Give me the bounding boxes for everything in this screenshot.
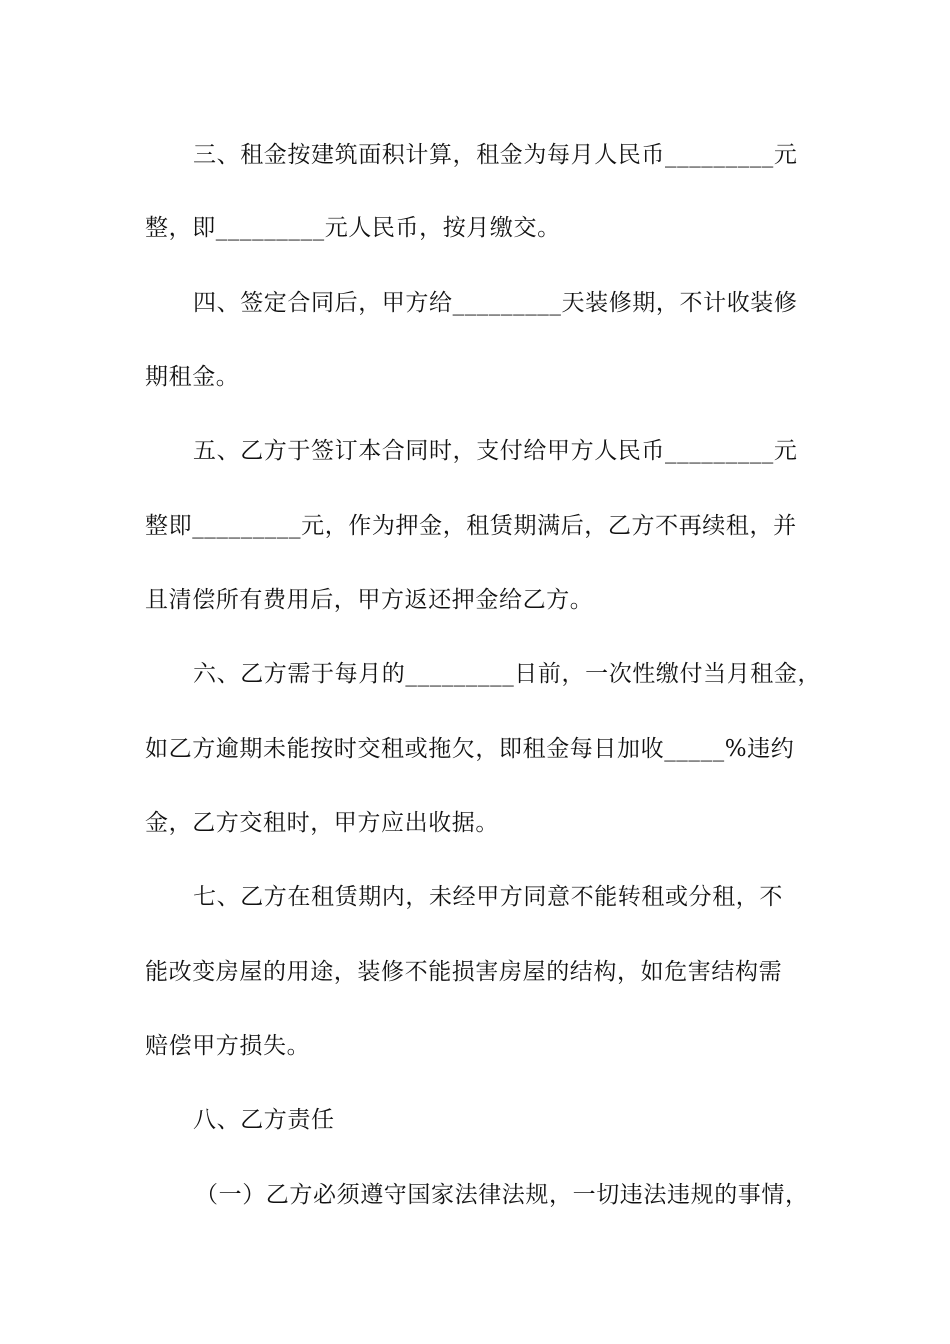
clause-4-line-1: 四、签定合同后，甲方给_________天装修期，不计收装修: [193, 290, 798, 316]
clause-6-line-2: 如乙方逾期未能按时交租或拖欠，即租金每日加收_____%违约: [145, 736, 795, 762]
clause-8-heading: 八、乙方责任: [193, 1107, 335, 1133]
clause-6-line-1: 六、乙方需于每月的_________日前，一次性缴付当月租金，: [193, 661, 822, 687]
clause-7-line-3: 赔偿甲方损失。: [145, 1033, 311, 1059]
clause-7-line-1: 七、乙方在租赁期内，未经甲方同意不能转租或分租，不: [193, 884, 783, 910]
clause-3-line-2: 整，即_________元人民币，按月缴交。: [145, 215, 561, 241]
clause-3-line-1: 三、租金按建筑面积计算，租金为每月人民币_________元: [193, 142, 798, 168]
clause-5-line-3: 且清偿所有费用后，甲方返还押金给乙方。: [145, 587, 594, 613]
clause-6-line-3: 金，乙方交租时，甲方应出收据。: [145, 810, 499, 836]
clause-5-line-1: 五、乙方于签订本合同时，支付给甲方人民币_________元: [193, 438, 798, 464]
clause-7-line-2: 能改变房屋的用途，装修不能损害房屋的结构，如危害结构需: [145, 959, 783, 985]
clause-5-line-2: 整即_________元，作为押金，租赁期满后，乙方不再续租，并: [145, 513, 797, 539]
clause-4-line-2: 期租金。: [145, 364, 240, 390]
clause-8-sub-1-line-1: （一）乙方必须遵守国家法律法规，一切违法违规的事情，: [195, 1182, 809, 1208]
